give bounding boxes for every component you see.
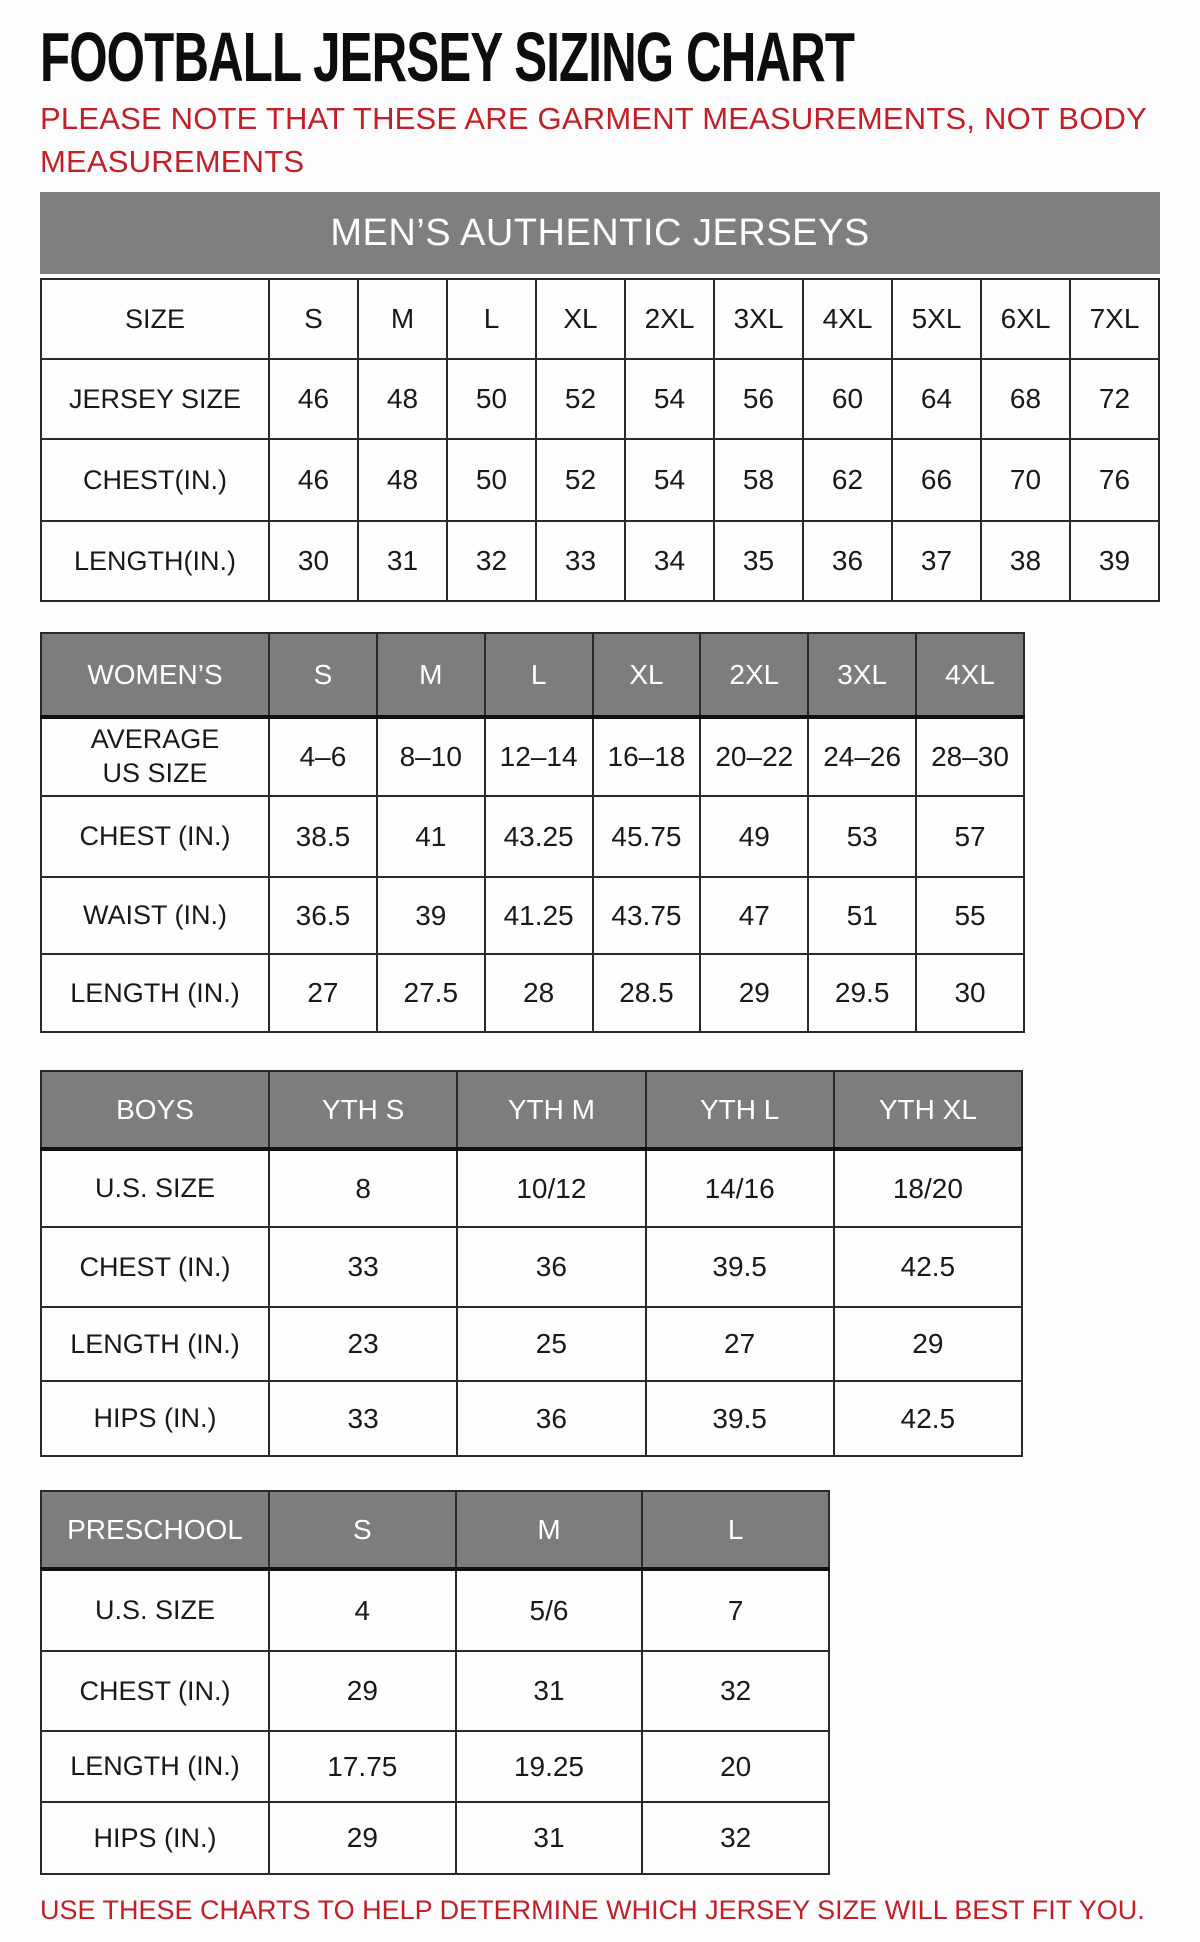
table-header-row <box>41 633 1024 717</box>
value-cell: 4–6 <box>269 717 377 796</box>
table-row <box>41 359 1159 439</box>
value-cell: 53 <box>808 796 916 877</box>
size-header-cell: YTH S <box>269 1071 457 1149</box>
value-cell: 64 <box>892 359 981 439</box>
size-header-cell: XL <box>536 279 625 359</box>
value-cell: 23 <box>269 1307 457 1381</box>
table-title-cell: PRESCHOOL <box>41 1491 269 1569</box>
size-header-cell: 7XL <box>1070 279 1159 359</box>
value-cell: 72 <box>1070 359 1159 439</box>
value-cell: 36 <box>803 521 892 601</box>
value-cell: 41.25 <box>485 877 593 954</box>
value-cell: 34 <box>625 521 714 601</box>
boys-sizing-table <box>40 1070 1023 1457</box>
mens-sizing-table <box>40 278 1160 602</box>
size-header-cell: M <box>456 1491 643 1569</box>
table-title-cell: BOYS <box>41 1071 269 1149</box>
row-label-cell: CHEST (IN.) <box>41 1651 269 1731</box>
row-label-cell: JERSEY SIZE <box>41 359 269 439</box>
value-cell: 46 <box>269 439 358 521</box>
row-label-cell: AVERAGE US SIZE <box>41 717 269 796</box>
value-cell: 52 <box>536 439 625 521</box>
row-label-cell: HIPS (IN.) <box>41 1802 269 1874</box>
size-header-cell: 4XL <box>916 633 1024 717</box>
value-cell: 29 <box>269 1802 456 1874</box>
value-cell: 29 <box>700 954 808 1032</box>
size-header-cell: 5XL <box>892 279 981 359</box>
value-cell: 31 <box>456 1651 643 1731</box>
value-cell: 48 <box>358 439 447 521</box>
value-cell: 47 <box>700 877 808 954</box>
size-header-cell: L <box>642 1491 829 1569</box>
table-row <box>41 439 1159 521</box>
womens-sizing-table <box>40 632 1025 1033</box>
value-cell: 28 <box>485 954 593 1032</box>
size-header-cell: YTH L <box>646 1071 834 1149</box>
table-row <box>41 796 1024 877</box>
value-cell: 39 <box>377 877 485 954</box>
value-cell: 33 <box>269 1227 457 1307</box>
value-cell: 27 <box>646 1307 834 1381</box>
value-cell: 56 <box>714 359 803 439</box>
value-cell: 29 <box>269 1651 456 1731</box>
value-cell: 46 <box>269 359 358 439</box>
value-cell: 39.5 <box>646 1381 834 1456</box>
value-cell: 28–30 <box>916 717 1024 796</box>
table-title-cell: WOMEN’S <box>41 633 269 717</box>
size-header-cell: S <box>269 633 377 717</box>
size-header-cell: YTH M <box>457 1071 645 1149</box>
value-cell: 55 <box>916 877 1024 954</box>
value-cell: 33 <box>536 521 625 601</box>
value-cell: 57 <box>916 796 1024 877</box>
size-header-cell: S <box>269 279 358 359</box>
value-cell: 28.5 <box>593 954 701 1032</box>
preschool-sizing-table <box>40 1490 830 1875</box>
table-row <box>41 1731 829 1802</box>
size-header-cell: 4XL <box>803 279 892 359</box>
value-cell: 76 <box>1070 439 1159 521</box>
value-cell: 12–14 <box>485 717 593 796</box>
value-cell: 35 <box>714 521 803 601</box>
value-cell: 17.75 <box>269 1731 456 1802</box>
row-label-cell: LENGTH (IN.) <box>41 1307 269 1381</box>
value-cell: 10/12 <box>457 1149 645 1227</box>
row-label-cell: CHEST(IN.) <box>41 439 269 521</box>
footer-note: USE THESE CHARTS TO HELP DETERMINE WHICH JERSEY SIZE WILL BEST FIT YOU. <box>40 1895 1145 1925</box>
table-row <box>41 1569 829 1651</box>
value-cell: 31 <box>358 521 447 601</box>
value-cell: 25 <box>457 1307 645 1381</box>
table-row <box>41 1651 829 1731</box>
value-cell: 27 <box>269 954 377 1032</box>
value-cell: 33 <box>269 1381 457 1456</box>
value-cell: 19.25 <box>456 1731 643 1802</box>
size-header-cell: YTH XL <box>834 1071 1022 1149</box>
size-header-cell: 6XL <box>981 279 1070 359</box>
value-cell: 4 <box>269 1569 456 1651</box>
note-line-2: MEASUREMENTS <box>40 144 305 179</box>
value-cell: 50 <box>447 359 536 439</box>
value-cell: 36 <box>457 1227 645 1307</box>
value-cell: 38.5 <box>269 796 377 877</box>
value-cell: 45.75 <box>593 796 701 877</box>
row-label-cell: CHEST (IN.) <box>41 796 269 877</box>
row-label-cell: LENGTH(IN.) <box>41 521 269 601</box>
value-cell: 24–26 <box>808 717 916 796</box>
garment-measurements-note <box>40 97 1147 183</box>
value-cell: 60 <box>803 359 892 439</box>
value-cell: 29 <box>834 1307 1022 1381</box>
value-cell: 43.25 <box>485 796 593 877</box>
table-row <box>41 1227 1022 1307</box>
value-cell: 32 <box>447 521 536 601</box>
value-cell: 14/16 <box>646 1149 834 1227</box>
size-header-cell: M <box>377 633 485 717</box>
table-row <box>41 1149 1022 1227</box>
note-line-1: PLEASE NOTE THAT THESE ARE GARMENT MEASUREMENTS, NOT BODY <box>40 101 1147 136</box>
value-cell: 54 <box>625 359 714 439</box>
value-cell: 32 <box>642 1802 829 1874</box>
table-row <box>41 1307 1022 1381</box>
value-cell: 48 <box>358 359 447 439</box>
value-cell: 31 <box>456 1802 643 1874</box>
row-label-cell: LENGTH (IN.) <box>41 1731 269 1802</box>
table-row <box>41 717 1024 796</box>
value-cell: 51 <box>808 877 916 954</box>
table-row <box>41 1381 1022 1456</box>
row-label-cell: SIZE <box>41 279 269 359</box>
row-label-cell: U.S. SIZE <box>41 1569 269 1651</box>
value-cell: 58 <box>714 439 803 521</box>
value-cell: 42.5 <box>834 1227 1022 1307</box>
page-title: FOOTBALL JERSEY SIZING CHART <box>40 17 855 96</box>
size-header-cell: XL <box>593 633 701 717</box>
value-cell: 43.75 <box>593 877 701 954</box>
value-cell: 7 <box>642 1569 829 1651</box>
size-header-cell: L <box>485 633 593 717</box>
value-cell: 41 <box>377 796 485 877</box>
table-row <box>41 877 1024 954</box>
table-row <box>41 279 1159 359</box>
size-header-cell: 3XL <box>714 279 803 359</box>
value-cell: 49 <box>700 796 808 877</box>
size-header-cell: 2XL <box>625 279 714 359</box>
value-cell: 37 <box>892 521 981 601</box>
value-cell: 52 <box>536 359 625 439</box>
size-header-cell: S <box>269 1491 456 1569</box>
value-cell: 54 <box>625 439 714 521</box>
value-cell: 36 <box>457 1381 645 1456</box>
value-cell: 30 <box>916 954 1024 1032</box>
value-cell: 20 <box>642 1731 829 1802</box>
value-cell: 29.5 <box>808 954 916 1032</box>
value-cell: 62 <box>803 439 892 521</box>
value-cell: 39.5 <box>646 1227 834 1307</box>
value-cell: 8 <box>269 1149 457 1227</box>
row-label-cell: WAIST (IN.) <box>41 877 269 954</box>
value-cell: 27.5 <box>377 954 485 1032</box>
value-cell: 36.5 <box>269 877 377 954</box>
size-header-cell: M <box>358 279 447 359</box>
value-cell: 5/6 <box>456 1569 643 1651</box>
table-header-row <box>41 1071 1022 1149</box>
value-cell: 16–18 <box>593 717 701 796</box>
row-label-cell: U.S. SIZE <box>41 1149 269 1227</box>
row-label-cell: CHEST (IN.) <box>41 1227 269 1307</box>
row-label-cell: HIPS (IN.) <box>41 1381 269 1456</box>
mens-table-banner: MEN’S AUTHENTIC JERSEYS <box>40 192 1160 274</box>
size-header-cell: L <box>447 279 536 359</box>
size-header-cell: 3XL <box>808 633 916 717</box>
value-cell: 32 <box>642 1651 829 1731</box>
value-cell: 20–22 <box>700 717 808 796</box>
value-cell: 68 <box>981 359 1070 439</box>
value-cell: 8–10 <box>377 717 485 796</box>
value-cell: 30 <box>269 521 358 601</box>
value-cell: 50 <box>447 439 536 521</box>
row-label-cell: LENGTH (IN.) <box>41 954 269 1032</box>
value-cell: 39 <box>1070 521 1159 601</box>
table-row <box>41 954 1024 1032</box>
table-header-row <box>41 1491 829 1569</box>
value-cell: 42.5 <box>834 1381 1022 1456</box>
value-cell: 18/20 <box>834 1149 1022 1227</box>
value-cell: 70 <box>981 439 1070 521</box>
value-cell: 66 <box>892 439 981 521</box>
value-cell: 38 <box>981 521 1070 601</box>
table-row <box>41 1802 829 1874</box>
size-header-cell: 2XL <box>700 633 808 717</box>
table-row <box>41 521 1159 601</box>
